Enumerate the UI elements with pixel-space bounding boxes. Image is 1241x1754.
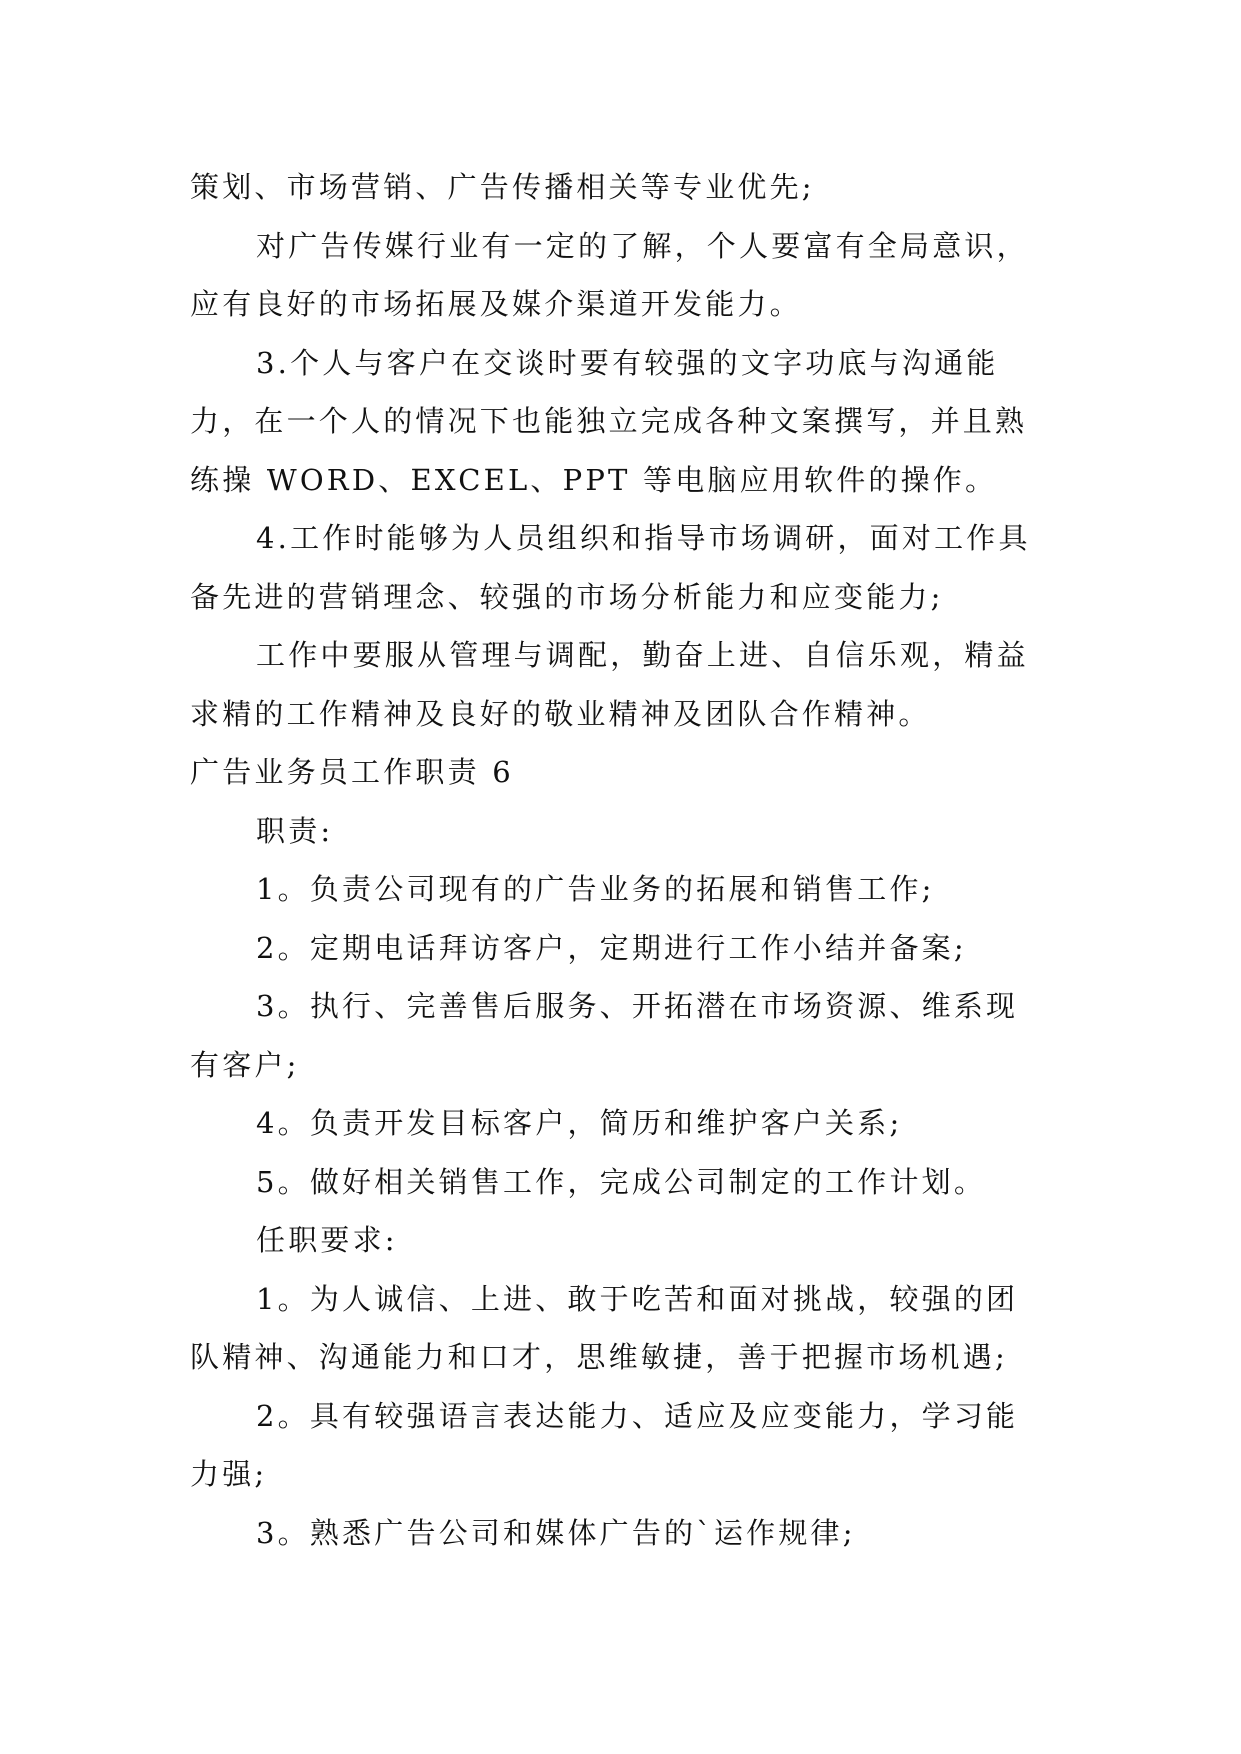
text-line: 应有良好的市场拓展及媒介渠道开发能力。 (190, 287, 802, 321)
list-item-continuation: 力强; (190, 1457, 268, 1491)
section-heading: 广告业务员工作职责 6 (190, 755, 514, 789)
list-item: 5。做好相关销售工作，完成公司制定的工作计划。 (256, 1164, 987, 1199)
text-line: 力，在一个人的情况下也能独立完成各种文案撰写，并且熟 (190, 404, 1028, 438)
list-item: 2。具有较强语言表达能力、适应及应变能力，学习能 (256, 1398, 1019, 1433)
text-line: 练操 WORD、EXCEL、PPT 等电脑应用软件的操作。 (190, 462, 998, 497)
text-line: 对广告传媒行业有一定的了解，个人要富有全局意识， (256, 228, 1029, 263)
list-item: 3。执行、完善售后服务、开拓潜在市场资源、维系现 (256, 989, 1019, 1023)
subheading-requirements: 任职要求: (256, 1223, 398, 1257)
text-line: 4.工作时能够为人员组织和指导市场调研，面对工作具 (256, 521, 1031, 555)
text-line: 备先进的营销理念、较强的市场分析能力和应变能力; (190, 579, 944, 614)
list-item-continuation: 队精神、沟通能力和口才，思维敏捷，善于把握市场机遇; (190, 1340, 1008, 1374)
list-item: 1。为人诚信、上进、敢于吃苦和面对挑战，较强的团 (256, 1281, 1019, 1316)
list-item-continuation: 有客户; (190, 1047, 300, 1082)
text-line: 工作中要服从管理与调配，勤奋上进、自信乐观，精益 (256, 638, 1029, 672)
subheading-responsibilities: 职责: (256, 813, 334, 848)
list-item: 4。负责开发目标客户，简历和维护客户关系; (256, 1106, 903, 1140)
list-item: 2。定期电话拜访客户，定期进行工作小结并备案; (256, 930, 967, 965)
text-line: 策划、市场营销、广告传播相关等专业优先; (190, 170, 815, 204)
list-item: 3。熟悉广告公司和媒体广告的`运作规律; (256, 1515, 856, 1550)
text-line: 3.个人与客户在交谈时要有较强的文字功底与沟通能 (256, 345, 999, 380)
list-item: 1。负责公司现有的广告业务的拓展和销售工作; (256, 872, 935, 906)
text-line: 求精的工作精神及良好的敬业精神及团队合作精神。 (190, 696, 931, 731)
document-body (190, 158, 1060, 1562)
